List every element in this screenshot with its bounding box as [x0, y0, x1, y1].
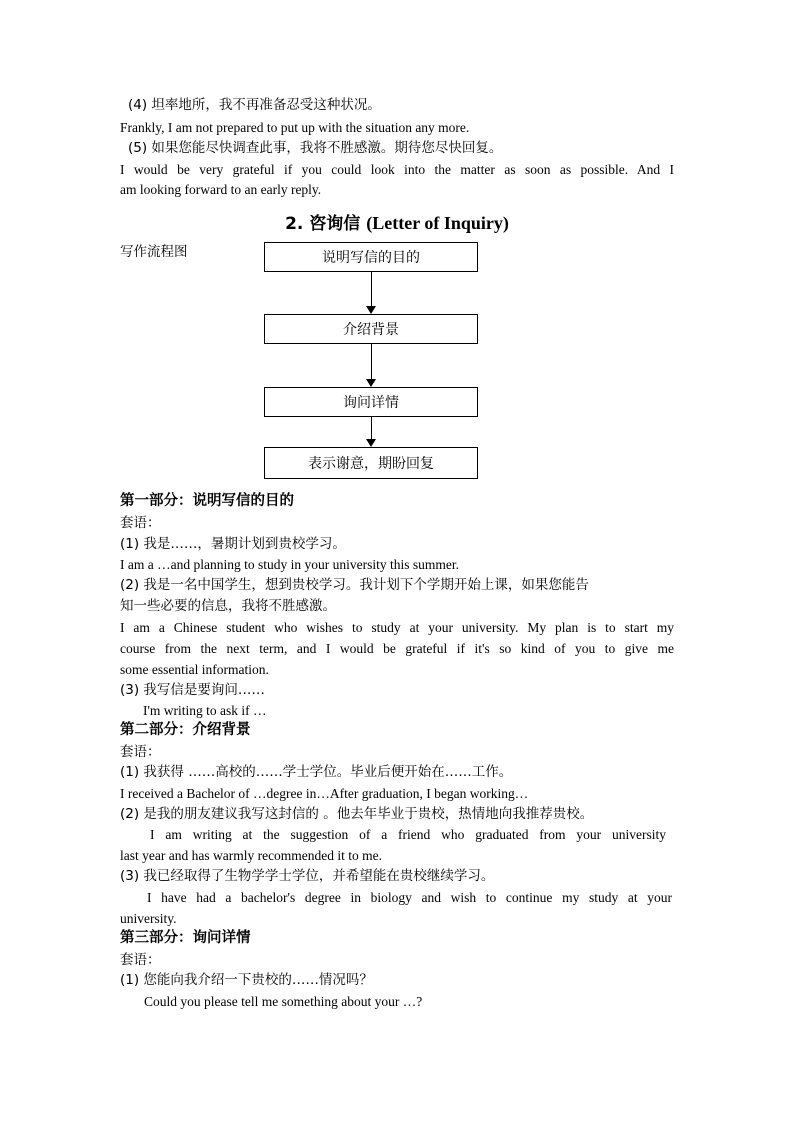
part2-p2-en-1: I am writing at the suggestion of a friend who graduated from your university — [150, 827, 666, 842]
flow-step-2: 介绍背景 — [264, 314, 478, 344]
section-title-cn: 2. 咨询信 — [285, 214, 361, 234]
flow-connector-2 — [371, 344, 372, 379]
part2-heading: 第二部分：介绍背景 — [120, 722, 251, 738]
part1-p1-en: I am a …and planning to study in your university this summer. — [120, 557, 459, 572]
part2-p2-cn: (2) 是我的朋友建议我写这封信的 。他去年毕业于贵校，热情地向我推荐贵校。 — [120, 806, 594, 822]
item4-cn: (4) 坦率地所，我不再准备忍受这种状况。 — [128, 97, 381, 113]
part1-p1-cn: (1) 我是……，暑期计划到贵校学习。 — [120, 536, 346, 552]
part1-p2-en-2: course from the next term, and I would be grateful if it's so kind of you to give me — [120, 641, 674, 656]
part2-phrase-label: 套语： — [120, 744, 161, 760]
part2-p3-cn: (3) 我已经取得了生物学学士学位，并希望能在贵校继续学习。 — [120, 868, 495, 884]
flow-step-1: 说明写信的目的 — [264, 242, 478, 272]
flow-step-4: 表示谢意，期盼回复 — [264, 447, 478, 479]
part1-p2-en-1: I am a Chinese student who wishes to study at your university. My plan is to start my — [120, 620, 674, 635]
item5-cn: (5) 如果您能尽快调查此事，我将不胜感激。期待您尽快回复。 — [128, 140, 503, 156]
flow-arrow-3 — [366, 439, 376, 447]
item5-en-1: I would be very grateful if you could look into the matter as soon as possible. And I — [120, 162, 674, 177]
part2-p2-en-2: last year and has warmly recommended it to me. — [120, 848, 383, 863]
flowchart-label: 写作流程图 — [120, 244, 188, 260]
part3-p1-cn: (1) 您能向我介绍一下贵校的……情况吗？ — [120, 972, 373, 988]
part1-phrase-label: 套语： — [120, 515, 161, 531]
part1-p2-cn-1: (2) 我是一名中国学生，想到贵校学习。我计划下个学期开始上课，如果您能告 — [120, 577, 589, 593]
part3-phrase-label: 套语： — [120, 952, 161, 968]
part2-p1-cn: (1) 我获得 ……高校的……学士学位。毕业后便开始在……工作。 — [120, 764, 513, 780]
flow-step-3: 询问详情 — [264, 387, 478, 417]
part1-p2-en-3: some essential information. — [120, 662, 269, 677]
part2-p1-en: I received a Bachelor of …degree in…After graduation, I began working… — [120, 786, 529, 801]
section-title-en: (Letter of Inquiry) — [366, 213, 509, 233]
part3-p1-en: Could you please tell me something about your …? — [144, 994, 423, 1009]
flow-arrow-2 — [366, 379, 376, 387]
part1-p3-cn: (3) 我写信是要询问…… — [120, 682, 265, 698]
part1-p2-cn-2: 知一些必要的信息，我将不胜感激。 — [120, 598, 336, 614]
item4-en: Frankly, I am not prepared to put up with the situation any more. — [120, 120, 470, 135]
part2-p3-en-2: university. — [120, 911, 177, 926]
part2-p3-en-1: I have had a bachelor's degree in biology and wish to continue my study at your — [147, 890, 672, 905]
flow-arrow-1 — [366, 306, 376, 314]
part3-heading: 第三部分：询问详情 — [120, 930, 251, 946]
item5-en-2: am looking forward to an early reply. — [120, 182, 322, 197]
part1-heading: 第一部分：说明写信的目的 — [120, 493, 294, 509]
flow-connector-1 — [371, 272, 372, 306]
section-title — [0, 209, 794, 234]
part1-p3-en: I'm writing to ask if … — [143, 703, 267, 718]
flow-connector-3 — [371, 417, 372, 439]
